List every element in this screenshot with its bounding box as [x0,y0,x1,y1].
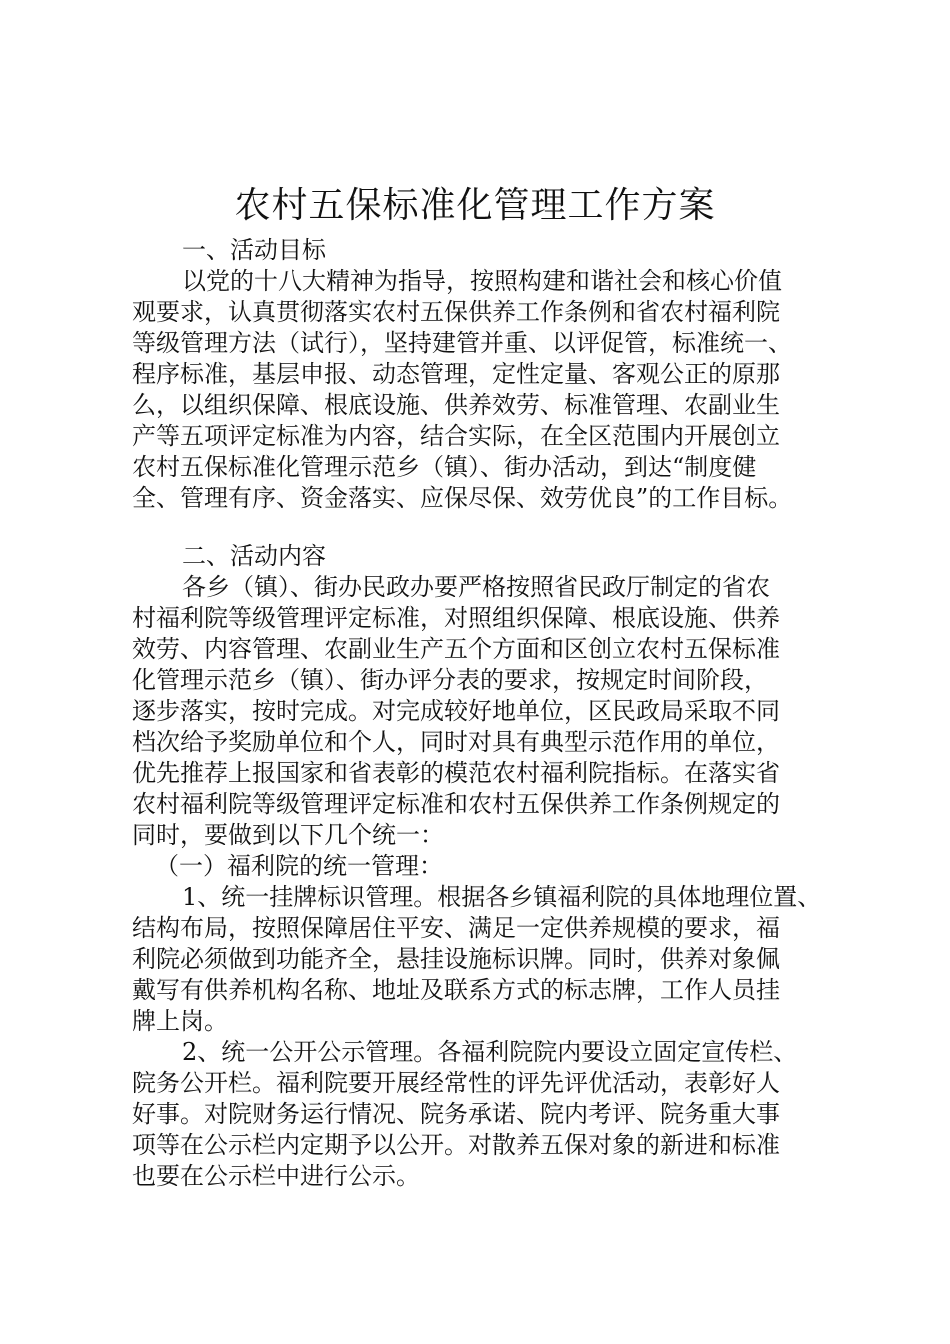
paragraph-line: 以党的十八大精神为指导，按照构建和谐社会和核心价值 [182,267,782,295]
paragraph-line: 也要在公示栏中进行公示。 [132,1162,420,1190]
paragraph-line: 农村福利院等级管理评定标准和农村五保供养工作条例规定的 [132,790,780,818]
paragraph-line: 村福利院等级管理评定标准，对照组织保障、根底设施、供养 [132,604,780,632]
paragraph-line: 利院必须做到功能齐全，悬挂设施标识牌。同时，供养对象佩 [132,945,780,973]
paragraph-line: 1、统一挂牌标识管理。根据各乡镇福利院的具体地理位置、 [182,883,822,911]
paragraph-line: 2、统一公开公示管理。各福利院院内要设立固定宣传栏、 [182,1038,798,1066]
paragraph-line: 逐步落实，按时完成。对完成较好地单位，区民政局采取不同 [132,697,780,725]
paragraph-line: 院务公开栏。福利院要开展经常性的评先评优活动，表彰好人 [132,1069,780,1097]
document-title: 农村五保标准化管理工作方案 [234,185,716,226]
paragraph-line: 结构布局，按照保障居住平安、满足一定供养规模的要求，福 [132,914,780,942]
paragraph-line: 各乡（镇）、街办民政办要严格按照省民政厅制定的省农 [182,573,770,601]
subsection-heading: （一）福利院的统一管理： [155,852,443,880]
paragraph-line: 程序标准，基层申报、动态管理，定性定量、客观公正的原那 [132,360,780,388]
paragraph-line: 项等在公示栏内定期予以公开。对散养五保对象的新进和标准 [132,1131,780,1159]
paragraph-line: 等级管理方法（试行），坚持建管并重、以评促管，标准统一、 [132,329,792,357]
paragraph-line: 优先推荐上报国家和省表彰的模范农村福利院指标。在落实省 [132,759,780,787]
paragraph-line: 同时，要做到以下几个统一： [132,821,444,849]
paragraph-line: 好事。对院财务运行情况、院务承诺、院内考评、院务重大事 [132,1100,780,1128]
paragraph-line: 戴写有供养机构名称、地址及联系方式的标志牌，工作人员挂 [132,976,780,1004]
paragraph-line: 农村五保标准化管理示范乡（镇）、街办活动，到达“制度健 [132,453,757,481]
paragraph-line: 产等五项评定标准为内容，结合实际，在全区范围内开展创立 [132,422,780,450]
paragraph-line: 化管理示范乡（镇）、街办评分表的要求，按规定时间阶段， [132,666,768,694]
paragraph-line: 么，以组织保障、根底设施、供养效劳、标准管理、农副业生 [132,391,780,419]
section-heading-content: 二、活动内容 [182,542,326,570]
paragraph-line: 全、管理有序、资金落实、应保尽保、效劳优良”的工作目标。 [132,484,793,512]
paragraph-line: 档次给予奖励单位和个人，同时对具有典型示范作用的单位， [132,728,780,756]
section-heading-goals: 一、活动目标 [182,236,326,264]
paragraph-line: 观要求，认真贯彻落实农村五保供养工作条例和省农村福利院 [132,298,780,326]
paragraph-line: 效劳、内容管理、农副业生产五个方面和区创立农村五保标准 [132,635,780,663]
paragraph-line: 牌上岗。 [132,1007,228,1035]
